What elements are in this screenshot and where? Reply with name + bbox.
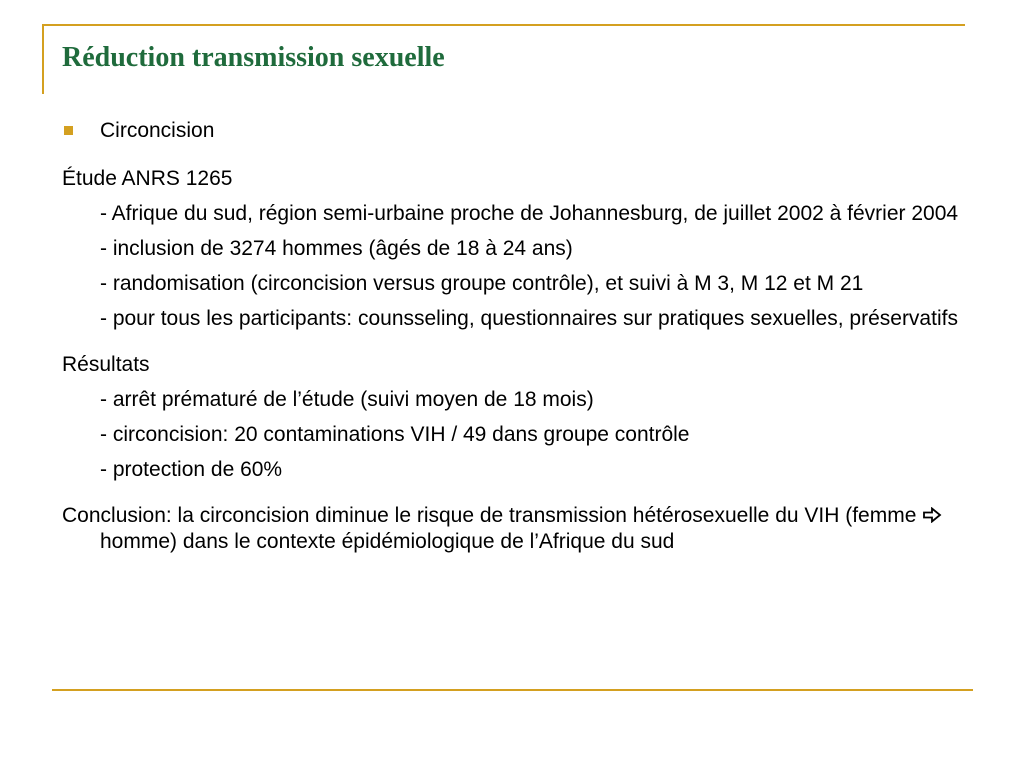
study-item: - inclusion de 3274 hommes (âgés de 18 à 24 ans) bbox=[100, 237, 573, 260]
bullet-item bbox=[62, 118, 967, 144]
study-item: - pour tous les participants: counsseling, questionnaires sur pratiques sexuelles, préservatifs bbox=[100, 307, 958, 330]
conclusion-text-start: Conclusion: la circoncision diminue le risque de transmission hétérosexuelle du VIH (femme bbox=[62, 504, 923, 527]
spacer bbox=[62, 448, 967, 457]
slide-title: Réduction transmission sexuelle bbox=[62, 42, 445, 73]
results-item: - circoncision: 20 contaminations VIH / 49 dans groupe contrôle bbox=[100, 423, 690, 446]
spacer bbox=[62, 332, 967, 352]
spacer bbox=[62, 483, 967, 503]
spacer bbox=[62, 144, 967, 166]
spacer bbox=[62, 378, 967, 387]
spacer bbox=[62, 297, 967, 306]
conclusion-text-end: homme) dans le contexte épidémiologique de l’Afrique du sud bbox=[100, 530, 675, 553]
spacer bbox=[62, 413, 967, 422]
right-arrow-outline-icon bbox=[922, 507, 942, 523]
square-bullet-icon bbox=[64, 126, 73, 135]
spacer bbox=[62, 262, 967, 271]
study-item: - randomisation (circoncision versus groupe contrôle), et suivi à M 3, M 12 et M 21 bbox=[100, 272, 864, 295]
results-item: - protection de 60% bbox=[100, 458, 283, 481]
bullet-label: Circoncision bbox=[100, 119, 215, 142]
spacer bbox=[62, 192, 967, 201]
results-item: - arrêt prématuré de l’étude (suivi moyen de 18 mois) bbox=[100, 388, 594, 411]
conclusion-paragraph bbox=[62, 503, 967, 555]
study-item: - Afrique du sud, région semi-urbaine proche de Johannesburg, de juillet 2002 à février 2004 bbox=[100, 202, 959, 225]
study-heading: Étude ANRS 1265 bbox=[62, 167, 233, 190]
title-frame-top-rule bbox=[42, 24, 965, 26]
title-frame-left-rule bbox=[42, 24, 44, 94]
footer-rule bbox=[52, 689, 973, 691]
results-heading: Résultats bbox=[62, 353, 150, 376]
spacer bbox=[62, 227, 967, 236]
slide-content bbox=[62, 118, 967, 555]
